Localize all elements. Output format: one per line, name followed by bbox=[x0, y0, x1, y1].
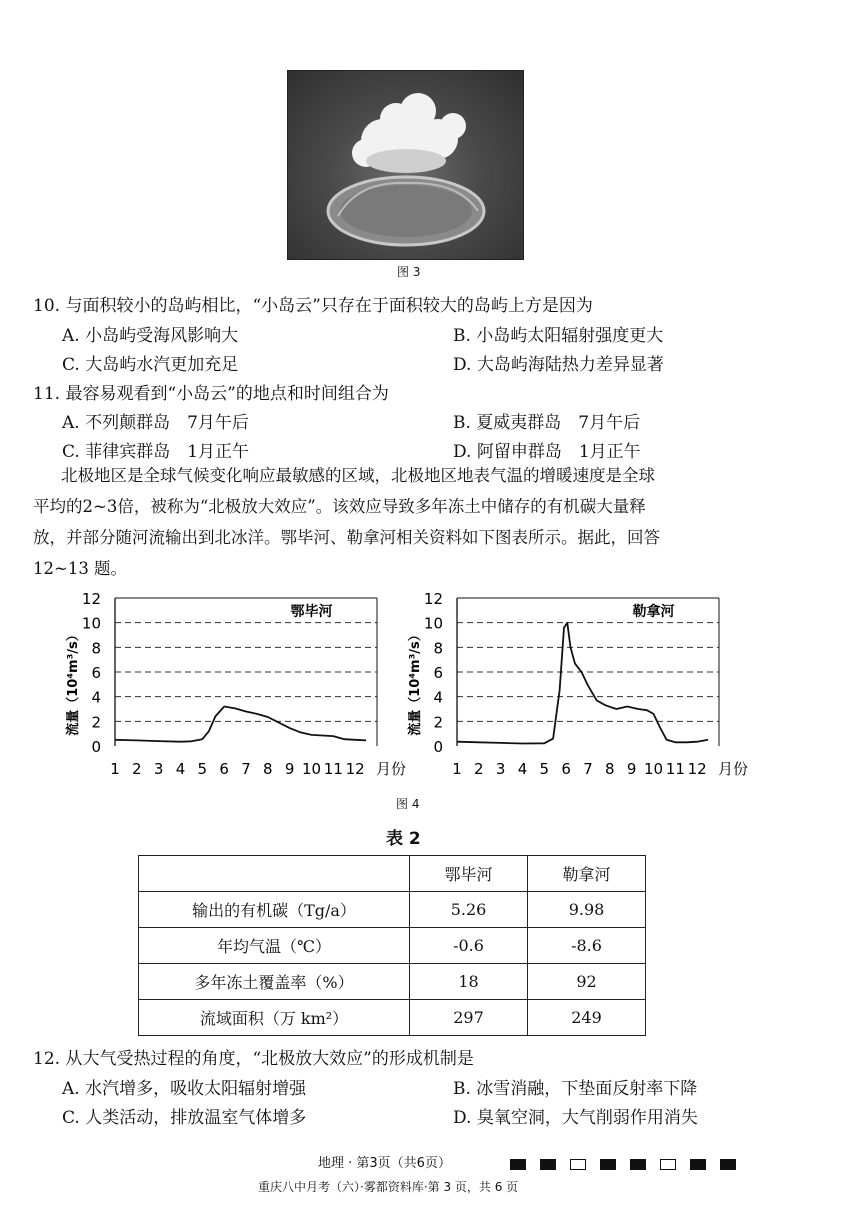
chart-1-x-axis-label: 月份 bbox=[375, 760, 407, 778]
chart-2-y-axis-label: 流量（10⁴m³/s） bbox=[408, 628, 423, 736]
square-mark bbox=[630, 1159, 646, 1170]
reading-passage bbox=[33, 460, 833, 584]
question-10-stem: 10. 与面积较小的岛屿相比，“小岛云”只存在于面积较大的岛屿上方是因为 bbox=[33, 296, 593, 316]
question-11-option-b: B. 夏威夷群岛 7月午后 bbox=[453, 413, 641, 433]
chart-1-x-tick-label: 7 bbox=[241, 760, 251, 778]
chart-1-x-tick-label: 12 bbox=[345, 760, 365, 778]
square-mark bbox=[720, 1159, 736, 1170]
chart-1-y-tick-label: 6 bbox=[91, 664, 101, 682]
chart-1-x-tick-label: 4 bbox=[175, 760, 186, 778]
chart-2-x-tick-label: 7 bbox=[583, 760, 593, 778]
table-row bbox=[139, 1000, 646, 1036]
table-row bbox=[139, 964, 646, 1000]
figure-4-charts bbox=[0, 580, 867, 795]
chart-1-series-line bbox=[115, 707, 366, 742]
island-cloud-photo bbox=[287, 70, 524, 260]
table-row bbox=[139, 892, 646, 928]
table-cell: 多年冻土覆盖率（%） bbox=[139, 964, 410, 1000]
chart-1-x-tick-label: 9 bbox=[284, 760, 295, 778]
question-11-option-a: A. 不列颠群岛 7月午后 bbox=[62, 413, 249, 433]
chart-1-y-tick-label: 4 bbox=[91, 688, 101, 707]
chart-2-x-tick-label: 1 bbox=[452, 760, 462, 778]
table-header-row bbox=[139, 856, 646, 892]
table-header-cell: 鄂毕河 bbox=[410, 856, 528, 892]
question-10-option-d: D. 大岛屿海陆热力差异显著 bbox=[453, 355, 664, 375]
chart-2-x-tick-label: 10 bbox=[643, 760, 664, 778]
chart-2-y-tick-label: 12 bbox=[423, 590, 443, 608]
chart-2-x-tick-label: 4 bbox=[517, 760, 528, 778]
square-mark bbox=[600, 1159, 616, 1170]
chart-2-x-tick-label: 6 bbox=[561, 760, 571, 778]
question-10-option-b: B. 小岛屿太阳辐射强度更大 bbox=[453, 326, 664, 346]
chart-2-y-tick-label: 4 bbox=[433, 688, 443, 707]
table-cell: 297 bbox=[410, 1000, 528, 1036]
chart-2-x-tick-label: 8 bbox=[605, 760, 615, 778]
square-mark bbox=[570, 1159, 586, 1170]
question-12-option-d: D. 臭氧空洞，大气削弱作用消失 bbox=[453, 1108, 698, 1128]
square-mark bbox=[510, 1159, 526, 1170]
passage-line: 12~13 题。 bbox=[33, 559, 128, 578]
page-number: 地理 · 第3页（共6页） bbox=[318, 1156, 451, 1171]
table-2-title: 表 2 bbox=[386, 829, 421, 849]
chart-2-x-tick-label: 5 bbox=[539, 760, 550, 778]
chart-1-x-tick-label: 8 bbox=[263, 760, 273, 778]
table-cell: 92 bbox=[528, 964, 646, 1000]
chart-1-x-tick-label: 11 bbox=[323, 760, 343, 778]
chart-2-x-axis-label: 月份 bbox=[717, 760, 749, 778]
chart-2-x-tick-label: 2 bbox=[474, 760, 484, 778]
table-cell: 流域面积（万 km²） bbox=[139, 1000, 410, 1036]
chart-2-x-tick-label: 12 bbox=[687, 760, 707, 778]
chart-1-x-tick-label: 2 bbox=[132, 760, 142, 778]
chart-1-x-tick-label: 3 bbox=[153, 760, 164, 778]
passage-line: 北极地区是全球气候变化响应最敏感的区域，北极地区地表气温的增暖速度是全球 bbox=[61, 466, 655, 485]
chart-2-y-tick-label: 6 bbox=[433, 664, 443, 682]
table-2 bbox=[138, 855, 646, 1036]
question-10-option-c: C. 大岛屿水汽更加充足 bbox=[62, 355, 239, 375]
chart-2-x-tick-label: 11 bbox=[665, 760, 685, 778]
figure-4-caption: 图 4 bbox=[396, 797, 420, 811]
chart-1-y-axis-label: 流量（10⁴m³/s） bbox=[66, 628, 81, 736]
question-12-stem: 12. 从大气受热过程的角度，“北极放大效应”的形成机制是 bbox=[33, 1049, 474, 1069]
chart-2-x-tick-label: 9 bbox=[626, 760, 637, 778]
source-footer: 重庆八中月考（六）·雾都资料库·第 3 页，共 6 页 bbox=[258, 1180, 519, 1194]
chart-2-x-tick-label: 3 bbox=[495, 760, 506, 778]
square-mark bbox=[660, 1159, 676, 1170]
chart-1-y-tick-label: 0 bbox=[91, 738, 101, 756]
table-cell: 9.98 bbox=[528, 892, 646, 928]
chart-1-y-tick-label: 8 bbox=[91, 639, 101, 658]
chart-2-y-tick-label: 2 bbox=[433, 713, 443, 732]
table-cell: 18 bbox=[410, 964, 528, 1000]
table-header-cell: 勒拿河 bbox=[528, 856, 646, 892]
chart-1-y-tick-label: 10 bbox=[81, 614, 101, 633]
chart-1-x-tick-label: 1 bbox=[110, 760, 120, 778]
table-cell: 输出的有机碳（Tg/a） bbox=[139, 892, 410, 928]
question-11-option-c: C. 菲律宾群岛 1月正午 bbox=[62, 442, 250, 462]
passage-line: 放，并部分随河流输出到北冰洋。鄂毕河、勒拿河相关资料如下图表所示。据此，回答 bbox=[33, 528, 660, 547]
question-12-option-b: B. 冰雪消融，下垫面反射率下降 bbox=[453, 1079, 698, 1099]
chart-2-y-tick-label: 0 bbox=[433, 738, 443, 756]
question-11-option-d: D. 阿留申群岛 1月正午 bbox=[453, 442, 641, 462]
chart-2-title: 勒拿河 bbox=[632, 604, 675, 620]
square-mark bbox=[690, 1159, 706, 1170]
table-cell: 5.26 bbox=[410, 892, 528, 928]
barcode-squares bbox=[510, 1155, 750, 1174]
table-header-cell bbox=[139, 856, 410, 892]
chart-1-y-tick-label: 2 bbox=[91, 713, 101, 732]
question-10-option-a: A. 小岛屿受海风影响大 bbox=[62, 326, 239, 346]
table-row bbox=[139, 928, 646, 964]
chart-1-x-tick-label: 5 bbox=[197, 760, 208, 778]
island-cloud-illustration bbox=[288, 71, 523, 259]
table-cell: -0.6 bbox=[410, 928, 528, 964]
table-cell: -8.6 bbox=[528, 928, 646, 964]
question-12-option-a: A. 水汽增多，吸收太阳辐射增强 bbox=[62, 1079, 307, 1099]
square-mark bbox=[540, 1159, 556, 1170]
chart-1-x-tick-label: 10 bbox=[301, 760, 322, 778]
chart-1-title: 鄂毕河 bbox=[290, 604, 333, 620]
question-12-option-c: C. 人类活动，排放温室气体增多 bbox=[62, 1108, 307, 1128]
chart-2-series-line bbox=[457, 623, 708, 744]
chart-1-y-tick-label: 12 bbox=[81, 590, 101, 608]
table-cell: 年均气温（℃） bbox=[139, 928, 410, 964]
table-cell: 249 bbox=[528, 1000, 646, 1036]
figure-3-caption: 图 3 bbox=[397, 265, 421, 279]
passage-line: 平均的2~3倍，被称为“北极放大效应”。该效应导致多年冻土中储存的有机碳大量释 bbox=[33, 497, 646, 516]
chart-2-y-tick-label: 8 bbox=[433, 639, 443, 658]
chart-1-x-tick-label: 6 bbox=[219, 760, 229, 778]
question-11-stem: 11. 最容易观看到“小岛云”的地点和时间组合为 bbox=[33, 384, 389, 404]
chart-2-y-tick-label: 10 bbox=[423, 614, 443, 633]
